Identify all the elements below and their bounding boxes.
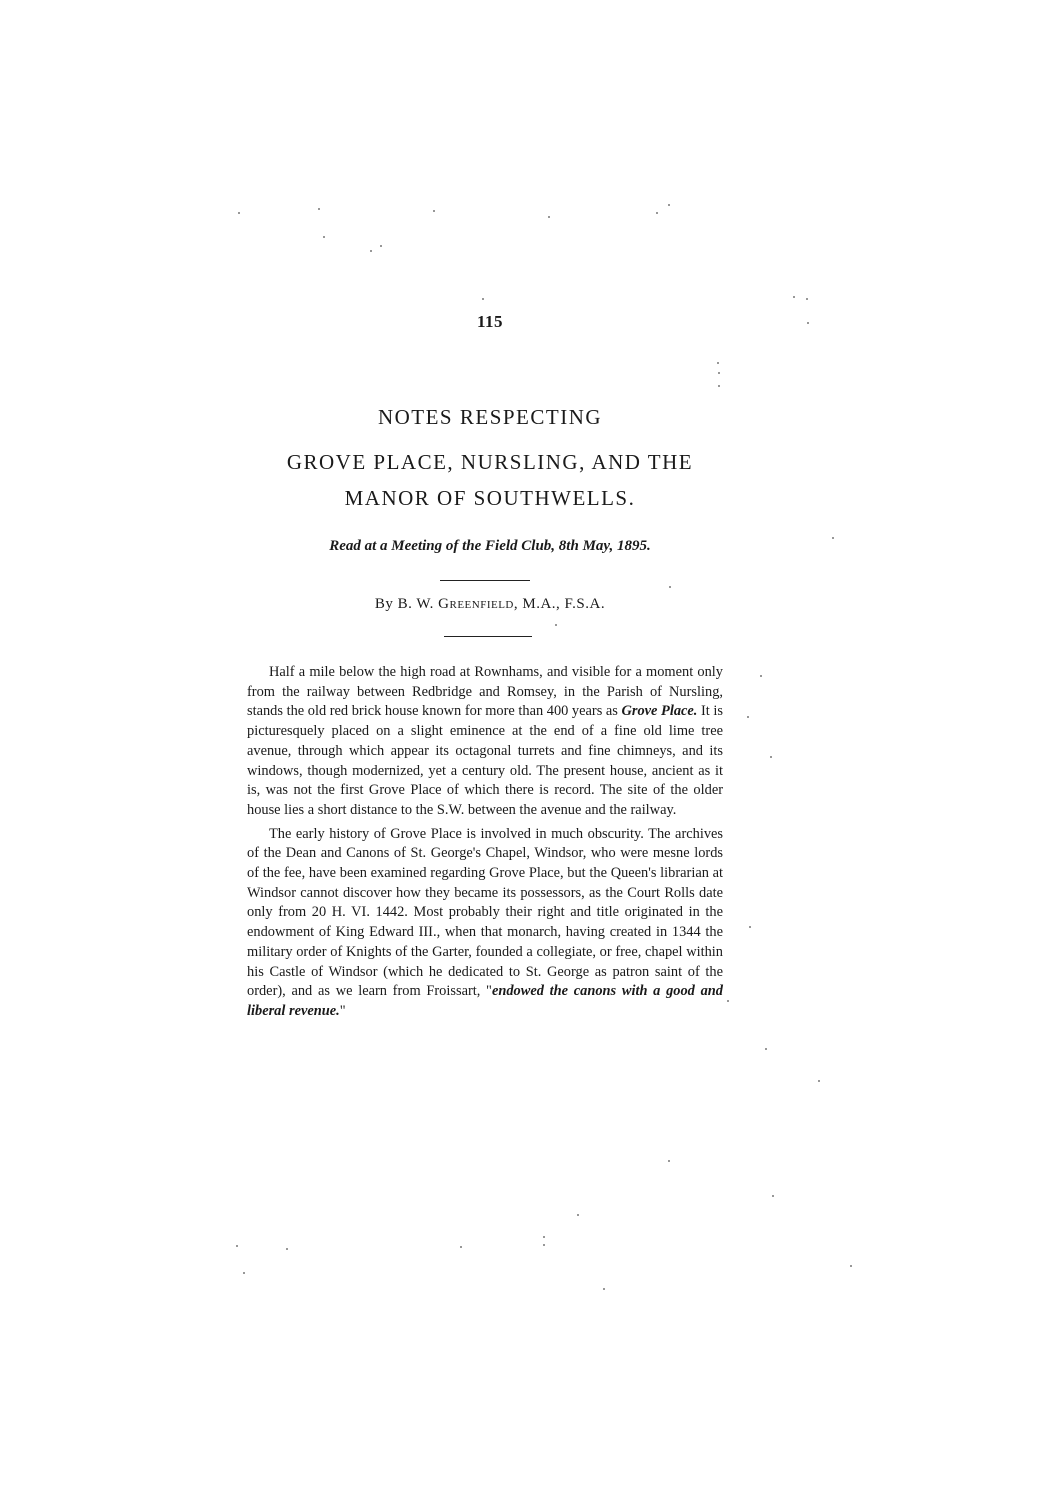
divider-rule [440,580,530,581]
scan-speck [718,372,720,374]
scan-speck [770,756,772,758]
scan-speck [793,296,795,298]
scan-speck [832,537,834,539]
scan-speck [727,1000,729,1002]
subtitle: Read at a Meeting of the Field Club, 8th May, 1895. [329,538,651,554]
scan-speck [380,245,382,247]
scan-speck [818,1080,820,1082]
scan-speck [717,362,719,364]
scan-speck [765,1048,767,1050]
scan-speck [548,216,550,218]
article-body [247,663,723,1022]
scan-speck [238,212,240,214]
scan-speck [236,1245,238,1247]
title-line-2: GROVE PLACE, NURSLING, AND THE [286,450,694,474]
scan-speck [577,1214,579,1216]
scan-speck [668,204,670,206]
paragraph-text: " [339,1002,346,1019]
scan-speck [718,385,720,387]
scan-speck [318,208,320,210]
byline-author: B. W. Greenfield, [397,596,519,612]
byline [0,596,980,613]
scan-speck [543,1236,545,1238]
byline-prefix: By [374,596,394,612]
scan-speck [806,298,808,300]
divider-rule [444,636,532,637]
scan-speck [543,1244,545,1246]
paragraph-text: It is picturesquely placed on a slight eminence at the end of a fine old lime tree avenue, through which appear its octagonal turrets and fine chimneys, and its windows, though modernized, yet a century old. The present house, ancient as it is, was not the first Grove Place of which there is record. The site of the older house lies a short distance to the S.W. between the avenue and the railway. [247,703,723,818]
scan-speck [850,1265,852,1267]
title-line-3: MANOR OF SOUTHWELLS. [344,486,636,510]
scan-speck [668,1160,670,1162]
title-line-1: NOTES RESPECTING [377,405,603,429]
scan-speck [370,250,372,252]
paragraph-text: The early history of Grove Place is involved in much obscurity. The archives of the Dean and Canons of St. George's Chapel, Windsor, who were mesne lords of the fee, have been examined regarding Grove Place, but the Queen's librarian at Windsor cannot discover how they became its possessors, as the Court Rolls date only from 20 H. VI. 1442. Most probably their right and title originated in the endowment of King Edward III., when that monarch, having created in 1344 the military order of Knights of the Garter, founded a collegiate, or free, chapel within his Castle of Windsor (which he dedicated to St. George as patron saint of the order), and as we learn from Froissart, " [247,825,723,1000]
scan-speck [433,210,435,212]
scan-speck [747,716,749,718]
scan-speck [772,1195,774,1197]
scan-speck [460,1246,462,1248]
scan-speck [760,675,762,677]
scan-speck [749,926,751,928]
scan-speck [807,322,809,324]
scan-speck [555,624,557,626]
paragraph [247,825,723,1022]
scan-speck [603,1288,605,1290]
byline-credentials: M.A., F.S.A. [522,596,606,612]
scan-speck [243,1272,245,1274]
scan-speck [286,1248,288,1250]
scan-speck [669,586,671,588]
page-number: 115 [476,312,504,331]
paragraph [247,663,723,821]
scan-speck [482,298,484,300]
scan-speck [323,236,325,238]
paragraph-emphasis: endowed the canons with a good and liberal revenue. [247,983,723,1019]
scan-speck [656,212,658,214]
paragraph-emphasis: Grove Place. [621,703,698,720]
paragraph-text: Half a mile below the high road at Rownhams, and visible for a moment only from the railway between Redbridge and Romsey, in the Parish of Nursling, stands the old red brick house known for more than 400 years as [247,664,723,720]
